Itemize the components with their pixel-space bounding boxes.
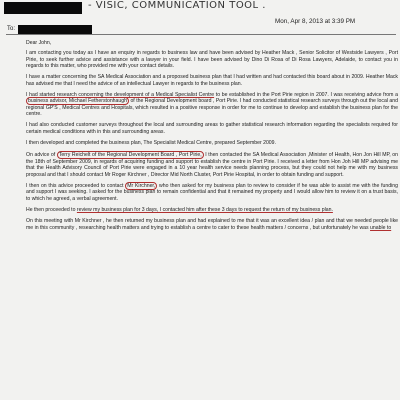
paragraph-8-text: He then proceeded to [26,206,77,213]
paragraph-4: I had also conducted customer surveys throughout the local and surrounding areas to gather statistical research information regarding the specialists required for certain medical conditions with in this and surrounding areas. [26,122,398,135]
email-date: Mon, Apr 8, 2013 at 3:39 PM [275,18,356,25]
paragraph-9-text: On this meeting with Mr Kirchner , he then returned my business plan and had explained to me that it was an excellent idea / plan and that we needed people like me in this community , researching health matters and trying to establish a centre to cater to these health matters / concerns , but unfortunately he was [26,218,398,231]
handwritten-note: - VISIC, COMMUNICATION TOOL . [88,0,266,11]
circled-phrase: Terry Reichelt of the Regional Development Board , Port Pirie, [58,152,202,159]
paragraph-2: I have a matter concerning the SA Medical Association and a proposed business plan that I had written and had contacted this board about in 2009. Heather Mack has advised me that I need the advice of an intellectual Lawyer in regards to the business plan. [26,74,398,87]
paragraph-7 [26,183,398,202]
salutation: Dear John, [26,40,52,46]
letter-body [26,40,398,236]
recipient-redaction [18,25,92,34]
paragraph-3 [26,92,398,118]
paragraph-6 [26,152,398,178]
paragraph-7-text: I then on this advice proceeded to contact [26,182,126,189]
circled-phrase: Mr Kirchner, [127,182,156,189]
paragraph-6-text: On advice of [26,152,57,159]
paragraph-3-text: I had started research concerning the [26,92,115,99]
redaction-block [4,2,82,14]
to-label: To: [7,26,16,32]
paragraph-7-text: who then asked for my business plan to review to consider if he was able to assist me with the funding and support I was seeking. I asked for the business plan to remain confidential and that it remained my property and I would allow him to review it on a trust basis, to which he agreed, a verbal agreement. [26,182,398,202]
paragraph-6-text: I then contacted the SA Medical Association ,Minister of Health, Hon Jon Hill MP, on the 18th of September 2009, in regards of acquiring funding and support to establish the centre in Port Pirie. I received a letter from Hon Joh Hill MP advising me that the Health Advisory Council of Port Pirie were engaged in a 10 year health service needs planning process, but they could not help me with my business proposal and that I should contact Mr Roger Kirchner , Director Mid North Cluster, Port Pirie Hospital, in order to obtain funding and support. [26,152,399,178]
paragraph-3-text: to be established in the Port Pirie region in 2007. I was receiving advice from a [214,92,398,99]
paragraph-8 [26,207,398,213]
paragraph-9 [26,218,398,231]
underlined-phrase: development of a Medical Specialist Centre [114,92,215,99]
underlined-phrase: unable to [370,224,392,231]
header-divider [6,34,396,35]
circled-phrase: business advisor, Michael Fetherstonhaugh [28,98,127,105]
paragraph-3-text: of the Regional Development board , Port Pirie. I had conducted statistical research surveys through out the local and regional GP'S , Medical Centres and Hospitals, which resulted in a positive response in order for me to continue to develop and establish the business plan for the centre. [26,98,398,118]
paragraph-5: I then developed and completed the business plan, The Specialist Medical Centre, prepared September 2009. [26,140,276,147]
paragraph-1: I am contacting you today as I have an enquiry in regards to business law and have been advised by Heather Mack , Senior Solicitor of Westside Lawyers , Port Pirie, to seek further advice and assistance with a lawyer in your field. I have been advised by Dino Di Rosa of Di Rosa Lawyers, Adelaide, to contact you in regards to this matter, who provided me with your contact details. [26,50,398,70]
underlined-phrase: review my business plan for 3 days, I contacted him after these 3 days to request the return of my business plan. [76,206,333,213]
